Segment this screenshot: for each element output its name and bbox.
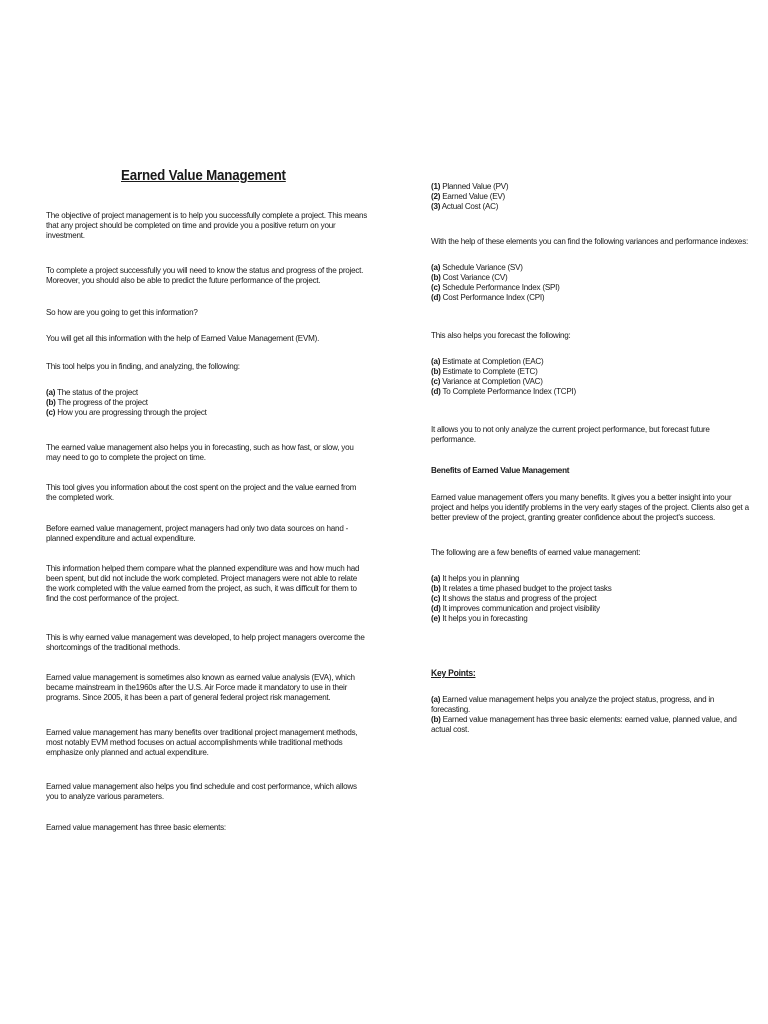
list-text: Earned value management has three basic elements: earned value, planned value, and <box>440 714 737 725</box>
list-text: It improves communication and project visibility <box>440 603 600 614</box>
text-line: This tool gives you information about the cost spent on the project and the value earned from <box>46 482 357 492</box>
list-item <box>431 583 729 593</box>
list-item-continuation: actual cost. <box>431 724 470 735</box>
list-text: It shows the status and progress of the project <box>440 593 597 604</box>
list-text: It helps you in forecasting <box>440 613 528 624</box>
list-item <box>431 714 737 725</box>
paragraph-benefits-intro <box>431 492 749 523</box>
text-line: Earned value management has many benefits over traditional project management methods, <box>46 727 358 737</box>
text-line: Earned value management also helps you find schedule and cost performance, which allows <box>46 781 357 791</box>
paragraph-variances-intro <box>431 236 749 246</box>
list-benefits <box>431 573 729 623</box>
list-item <box>431 603 729 613</box>
text-line: the completed work. <box>46 492 114 503</box>
list-text: Earned Value (EV) <box>440 191 506 202</box>
list-item <box>431 191 729 201</box>
list-text: It helps you in planning <box>440 573 520 583</box>
list-label: (c) <box>431 376 441 387</box>
list-item <box>431 181 729 191</box>
paragraph-schedule-cost <box>46 781 357 802</box>
list-label: (a) <box>431 262 441 272</box>
list-text: Cost Variance (CV) <box>440 272 508 283</box>
list-key-points <box>431 694 737 735</box>
section-key-points <box>431 668 729 678</box>
paragraph-information-helped <box>46 563 360 604</box>
paragraph-eva <box>46 672 355 703</box>
list-item <box>431 201 729 211</box>
text-line: Earned value management is sometimes also known as earned value analysis (EVA), which <box>46 672 355 682</box>
paragraph-question <box>46 307 344 317</box>
text-line: The objective of project management is to help you successfully complete a project. This means <box>46 210 368 220</box>
list-label: (d) <box>431 386 441 397</box>
text-line: Before earned value management, project managers had only two data sources on hand - <box>46 523 349 533</box>
document-title: Earned Value Management <box>121 168 286 184</box>
list-text: The status of the project <box>55 387 138 397</box>
paragraph-cost-info <box>46 482 357 503</box>
list-text: It relates a time phased budget to the project tasks <box>440 583 612 594</box>
list-label: (c) <box>431 593 441 604</box>
text-line: performance. <box>431 434 476 445</box>
list-text: Estimate at Completion (EAC) <box>440 356 544 366</box>
list-label: (c) <box>46 407 56 418</box>
list-item <box>431 694 729 704</box>
key-points-heading: Key Points: <box>431 668 476 678</box>
text-line: better preview of the project, granting greater confidence about the project's success. <box>431 512 716 523</box>
list-text: Schedule Performance Index (SPI) <box>440 282 560 293</box>
list-item <box>46 387 344 397</box>
list-item <box>431 386 729 396</box>
list-label: (b) <box>46 397 56 408</box>
list-label: (b) <box>431 714 441 725</box>
list-variances <box>431 262 729 302</box>
paragraph-three-elements <box>46 822 344 832</box>
list-text: Planned Value (PV) <box>440 181 509 191</box>
list-label: (1) <box>431 181 441 191</box>
paragraph-evm-intro <box>46 333 344 343</box>
list-label: (2) <box>431 191 441 202</box>
text-line: the work completed with the value earned from the project, as such, it was difficult for them to <box>46 583 357 594</box>
list-item <box>431 262 729 272</box>
list-label: (b) <box>431 272 441 283</box>
text-line: find the cost performance of the project. <box>46 593 179 604</box>
text-line: Moreover, you should also be able to predict the future performance of the project. <box>46 275 321 286</box>
text-line: This tool helps you in finding, and analyzing, the following: <box>46 361 240 371</box>
text-line: that any project should be completed on time and provide you a positive return on your <box>46 220 336 231</box>
list-text: Estimate to Complete (ETC) <box>440 366 538 377</box>
list-text: Variance at Completion (VAC) <box>440 376 543 387</box>
text-line: been spent, but did not include the work completed. Project managers were not able to relate <box>46 573 357 584</box>
paragraph-complete-project <box>46 265 364 286</box>
list-item <box>431 366 729 376</box>
list-item <box>431 376 729 386</box>
text-line: This is why earned value management was developed, to help project managers overcome the <box>46 632 365 642</box>
text-line: you to analyze various parameters. <box>46 791 164 802</box>
paragraph-forecasting <box>46 442 354 463</box>
list-item <box>431 272 729 282</box>
text-line: programs. Since 2005, it has been a part of general federal project risk management. <box>46 692 331 703</box>
text-line: Earned value management offers you many benefits. It gives you a better insight into your <box>431 492 732 502</box>
list-item <box>46 397 344 407</box>
paragraph-objective <box>46 210 368 241</box>
text-line: investment. <box>46 230 85 241</box>
text-line: Earned value management has three basic elements: <box>46 822 226 832</box>
list-item <box>431 292 729 302</box>
paragraph-benefits-over-traditional <box>46 727 358 758</box>
text-line: emphasize only planned and actual expenditure. <box>46 747 209 758</box>
list-text: How you are progressing through the project <box>55 407 207 418</box>
text-line: With the help of these elements you can find the following variances and performance indexes: <box>431 236 749 246</box>
text-line: The earned value management also helps you in forecasting, such as how fast, or slow, you <box>46 442 354 452</box>
list-label: (3) <box>431 201 441 212</box>
list-label: (c) <box>431 282 441 293</box>
list-text: Earned value management helps you analyze the project status, progress, and in <box>440 694 715 704</box>
list-item-continuation: forecasting. <box>431 704 470 715</box>
list-text: Schedule Variance (SV) <box>440 262 523 272</box>
list-item <box>431 573 729 583</box>
list-item <box>431 356 729 366</box>
list-item <box>431 593 729 603</box>
text-line: became mainstream in the1960s after the U.S. Air Force made it mandatory to use in their <box>46 682 348 693</box>
list-basic-elements <box>431 181 729 211</box>
section-benefits <box>431 465 729 475</box>
text-line: This information helped them compare what the planned expenditure was and how much had <box>46 563 360 573</box>
list-item <box>431 282 729 292</box>
list-item <box>431 613 729 623</box>
text-line: shortcomings of the traditional methods. <box>46 642 180 653</box>
text-line: So how are you going to get this information? <box>46 307 198 317</box>
list-text: The progress of the project <box>55 397 148 408</box>
list-analysis <box>46 387 344 417</box>
paragraph-why-developed <box>46 632 365 653</box>
paragraph-tool-helps <box>46 361 344 371</box>
text-line: This also helps you forecast the following: <box>431 330 571 340</box>
text-line: project and helps you identify problems in the very early stages of the project. Clients also get a <box>431 502 749 513</box>
text-line: It allows you to not only analyze the current project performance, but forecast future <box>431 424 710 434</box>
list-item <box>46 407 344 417</box>
text-line: You will get all this information with the help of Earned Value Management (EVM). <box>46 333 320 343</box>
list-label: (b) <box>431 366 441 377</box>
section-heading: Benefits of Earned Value Management <box>431 465 570 475</box>
paragraph-forecast-intro <box>431 330 729 340</box>
list-label: (a) <box>46 387 56 397</box>
text-line: The following are a few benefits of earned value management: <box>431 547 641 557</box>
paragraph-analyze-forecast <box>431 424 729 444</box>
list-label: (a) <box>431 694 441 704</box>
list-forecasts <box>431 356 729 396</box>
list-text: Cost Performance Index (CPI) <box>440 292 545 303</box>
list-label: (b) <box>431 583 441 594</box>
text-line: planned expenditure and actual expenditure. <box>46 533 196 544</box>
text-line: may need to go to complete the project on time. <box>46 452 206 463</box>
list-label: (d) <box>431 292 441 303</box>
list-label: (a) <box>431 573 441 583</box>
paragraph-before-evm <box>46 523 349 544</box>
paragraph-few-benefits <box>431 547 729 557</box>
text-line: To complete a project successfully you will need to know the status and progress of the project. <box>46 265 364 275</box>
list-label: (a) <box>431 356 441 366</box>
list-text: Actual Cost (AC) <box>440 201 499 212</box>
list-label: (d) <box>431 603 441 614</box>
list-text: To Complete Performance Index (TCPI) <box>440 386 577 397</box>
list-label: (e) <box>431 613 441 624</box>
text-line: most notably EVM method focuses on actual accomplishments while traditional methods <box>46 737 343 748</box>
